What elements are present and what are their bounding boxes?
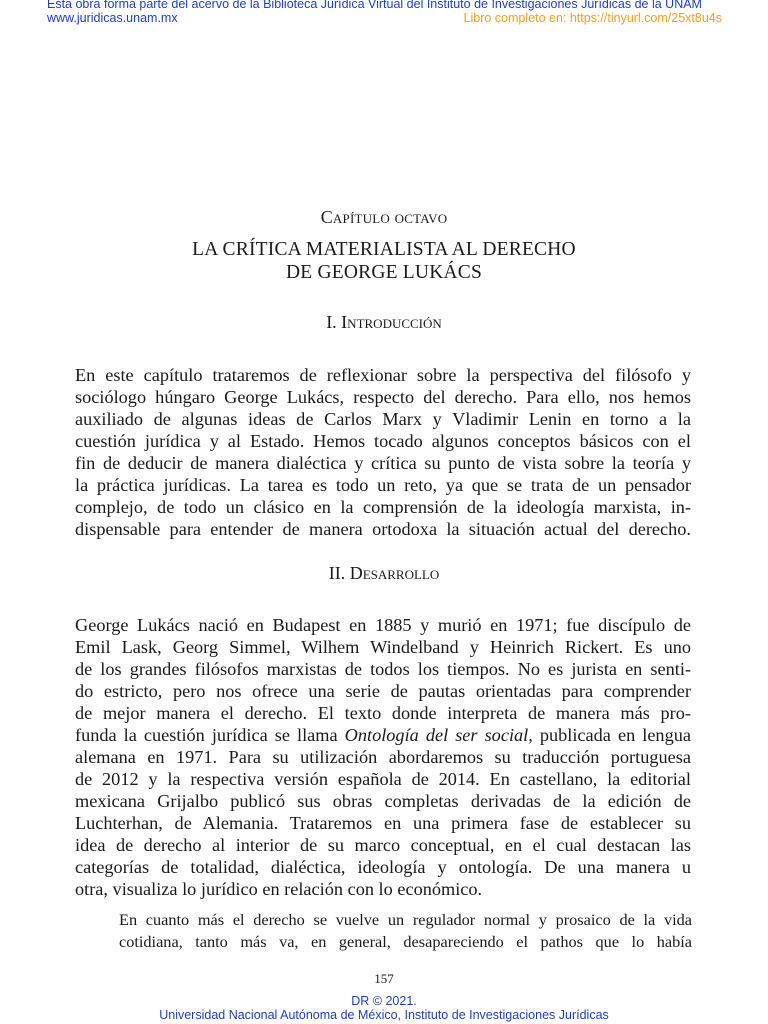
- text-line: sociólogo húngaro George Lukács, respecto del derecho. Para ello, nos hemos: [75, 387, 691, 407]
- paragraph-desarrollo: [75, 614, 691, 900]
- text-line: Luchterhan, de Alemania. Trataremos en una primera fase de establecer su: [75, 813, 691, 833]
- chapter-title-line-1: LA CRÍTICA MATERIALISTA AL DERECHO: [192, 239, 576, 260]
- text-line: dispensable para entender de manera ortodoxa la situación actual del derecho.: [75, 519, 691, 539]
- text-line: idea de derecho al interior de su marco conceptual, en el cual destacan las: [75, 835, 691, 855]
- text-line: complejo, de todo un clásico en la comprensión de la ideología marxista, in-: [75, 497, 691, 517]
- text-line: de 2012 y la respectiva versión española de 2014. En castellano, la editorial: [75, 769, 691, 789]
- quote-line: En cuanto más el derecho se vuelve un regulador normal y prosaico de la vida: [119, 910, 692, 929]
- text-line: de mejor manera el derecho. El texto donde interpreta de manera más pro-: [75, 703, 691, 723]
- text-line-with-title: [75, 724, 691, 746]
- section-heading-desarrollo: II. Desarrollo: [328, 563, 440, 583]
- text-fragment: funda la cuestión jurídica se llama: [75, 725, 345, 745]
- text-line: de los grandes filósofos marxistas de todos los tiempos. No es jurista en senti-: [75, 659, 691, 679]
- quote-line: cotidiana, tanto más va, en general, desapareciendo el pathos que lo había: [119, 932, 692, 951]
- text-fragment: publicada en lengua: [532, 725, 691, 745]
- text-line: alemana en 1971. Para su utilización abordaremos su traducción portuguesa: [75, 747, 691, 767]
- text-line: la práctica jurídicas. La tarea es todo un reto, ya que se trata de un pensador: [75, 475, 691, 495]
- copyright-notice: DR © 2021.: [351, 994, 417, 1008]
- institution-notice: Universidad Nacional Autónoma de México, Instituto de Investigaciones Jurídicas: [159, 1008, 609, 1022]
- text-line: cuestión jurídica y al Estado. Hemos tocado algunos conceptos básicos con el: [75, 431, 691, 451]
- text-line: otra, visualiza lo jurídico en relación con lo económico.: [75, 879, 483, 899]
- site-link[interactable]: www.juridicas.unam.mx: [47, 11, 178, 25]
- section-heading-introduccion: I. Introducción: [326, 312, 442, 332]
- text-line: Emil Lask, Georg Simmel, Wilhem Windelband y Heinrich Rickert. Es uno: [75, 637, 691, 657]
- work-title: Ontología del ser social,: [344, 725, 533, 745]
- block-quote: [119, 909, 692, 953]
- chapter-label: Capítulo octavo: [320, 207, 448, 227]
- paragraph-introduccion: [75, 364, 691, 540]
- text-line: auxiliado de algunas ideas de Carlos Marx y Vladimir Lenin en torno a la: [75, 409, 691, 429]
- chapter-title: [0, 238, 768, 284]
- text-line: fin de deducir de manera dialéctica y crítica su punto de vista sobre la teoría y: [75, 453, 691, 473]
- page-number: 157: [374, 971, 394, 986]
- text-line: George Lukács nació en Budapest en 1885 y murió en 1971; fue discípulo de: [75, 615, 691, 635]
- text-line: do estricto, pero nos ofrece una serie de pautas orientadas para comprender: [75, 681, 691, 701]
- full-book-link[interactable]: Libro completo en: https://tinyurl.com/25xt8u4s: [463, 11, 722, 25]
- text-line: categorías de totalidad, dialéctica, ideología y ontología. De una manera u: [75, 857, 691, 877]
- text-line: mexicana Grijalbo publicó sus obras completas derivadas de la edición de: [75, 791, 691, 811]
- chapter-title-line-2: DE GEORGE LUKÁCS: [285, 262, 483, 283]
- repository-notice: Esta obra forma parte del acervo de la Biblioteca Jurídica Virtual del Instituto de Investigaciones Jurídicas de la UNAM: [47, 0, 702, 11]
- text-line: En este capítulo trataremos de reflexionar sobre la perspectiva del filósofo y: [75, 365, 691, 385]
